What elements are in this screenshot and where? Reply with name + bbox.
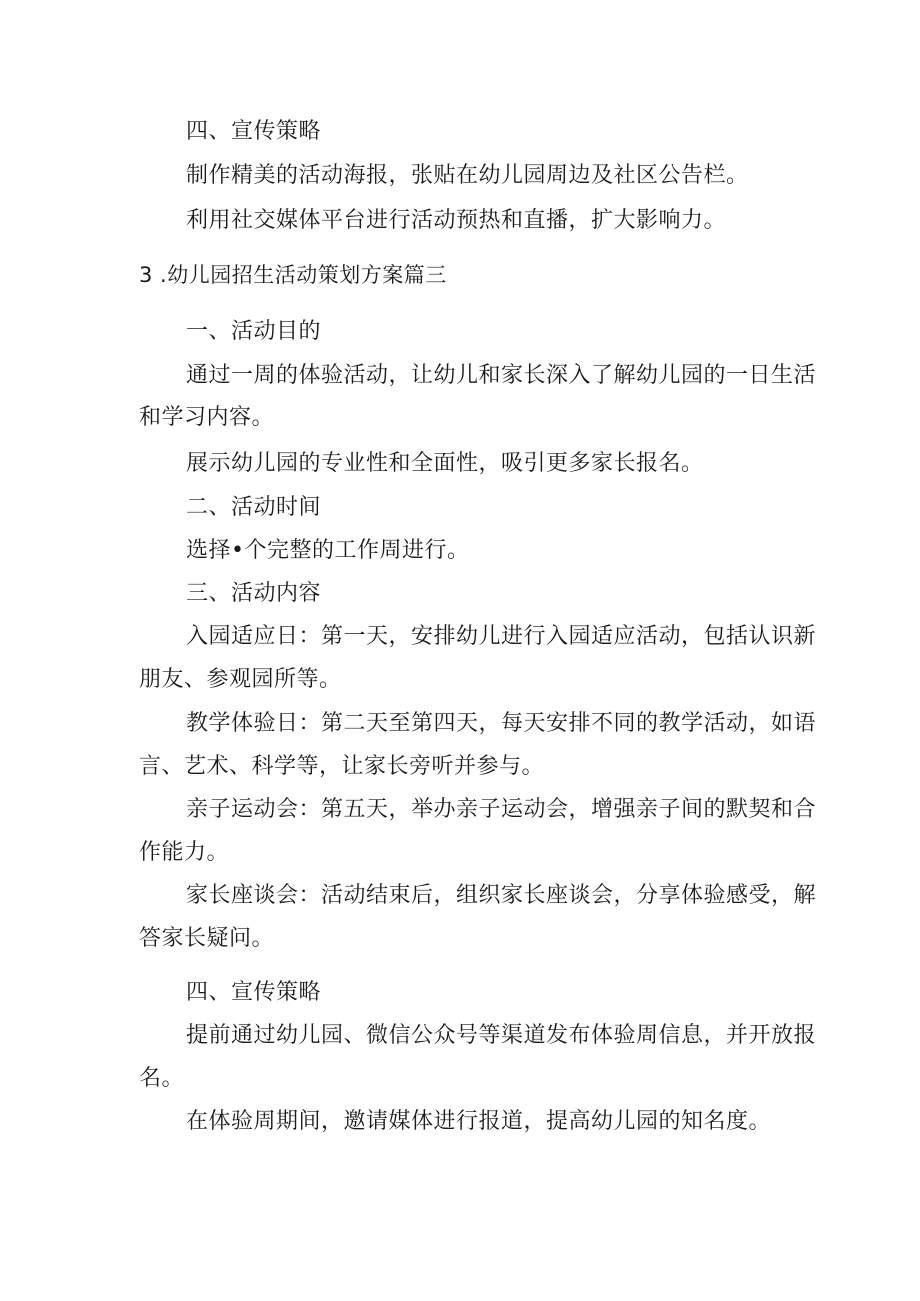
content-item-1-line-1: 入园适应日：第一天，安排幼儿进行入园适应活动，包括认识新	[186, 624, 817, 649]
paragraph-goal-1-line-2: 和学习内容。	[139, 405, 275, 430]
content-item-1-line-2: 朋友、参观园所等。	[139, 667, 342, 692]
section-heading-promotion-top: 四、宣传策略	[186, 119, 322, 144]
content-item-3-line-1: 亲子运动会：第五天，举办亲子运动会，增强亲子间的默契和合	[186, 797, 817, 822]
paragraph-goal-1-line-1: 通过一周的体验活动，让幼儿和家长深入了解幼儿园的一日生活	[186, 363, 817, 388]
paragraph-promo-1-line-1: 提前通过幼儿园、微信公众号等渠道发布体验周信息，并开放报	[186, 1023, 817, 1048]
content-item-2-line-1: 教学体验日：第二天至第四天，每天安排不同的教学活动，如语	[186, 711, 817, 736]
article-title: 3 .幼儿园招生活动策划方案篇三	[139, 263, 447, 287]
section-heading-goal: 一、活动目的	[186, 319, 322, 344]
section-heading-content: 三、活动内容	[186, 581, 322, 606]
section-heading-time: 二、活动时间	[186, 495, 322, 520]
section-heading-promotion: 四、宣传策略	[186, 980, 322, 1005]
content-item-4-line-2: 答家长疑问。	[139, 926, 275, 951]
paragraph-time: 选择•个完整的工作周进行。	[186, 538, 470, 563]
content-item-4-line-1: 家长座谈会：活动结束后，组织家长座谈会，分享体验感受，解	[186, 883, 817, 908]
paragraph-promo-1-line-2: 名。	[139, 1066, 185, 1091]
content-item-2-line-2: 言、艺术、科学等，让家长旁听并参与。	[139, 754, 545, 779]
content-item-3-line-2: 作能力。	[139, 840, 230, 865]
paragraph-promo-2: 在体验周期间，邀请媒体进行报道，提高幼儿园的知名度。	[186, 1109, 772, 1134]
paragraph-poster: 制作精美的活动海报，张贴在幼儿园周边及社区公告栏。	[186, 163, 749, 188]
paragraph-goal-2: 展示幼儿园的专业性和全面性，吸引更多家长报名。	[186, 451, 704, 476]
paragraph-social-media: 利用社交媒体平台进行活动预热和直播，扩大影响力。	[186, 208, 727, 233]
